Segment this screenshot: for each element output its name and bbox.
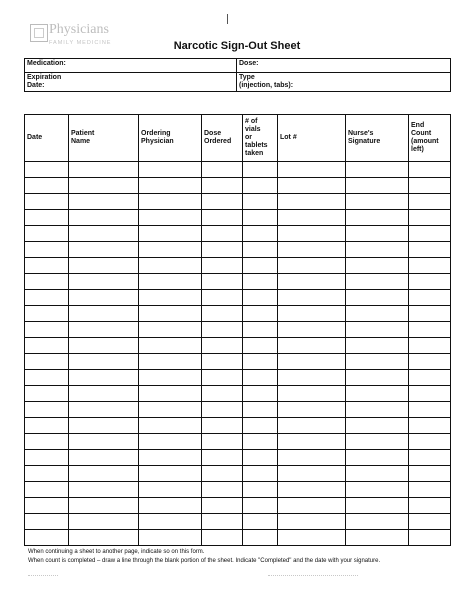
entry-cell[interactable] <box>278 178 346 194</box>
entry-cell[interactable] <box>243 530 278 546</box>
entry-cell[interactable] <box>278 370 346 386</box>
table-row <box>25 162 451 178</box>
column-header-line: (amount <box>411 138 439 145</box>
table-row <box>25 178 451 194</box>
entry-cell[interactable] <box>202 514 243 530</box>
table-row <box>25 290 451 306</box>
entry-cell[interactable] <box>243 354 278 370</box>
entry-cell[interactable] <box>25 402 69 418</box>
faint-footer-text-left <box>28 575 58 579</box>
entry-cell[interactable] <box>346 402 409 418</box>
entry-cell[interactable] <box>202 450 243 466</box>
entry-cell[interactable] <box>202 322 243 338</box>
column-header <box>202 115 243 162</box>
entry-cell[interactable] <box>202 226 243 242</box>
entry-cell[interactable] <box>25 178 69 194</box>
entry-cell[interactable] <box>346 530 409 546</box>
entry-cell[interactable] <box>202 482 243 498</box>
entry-cell[interactable] <box>25 290 69 306</box>
dose-field[interactable] <box>237 59 451 73</box>
entry-cell[interactable] <box>69 274 139 290</box>
entry-cell[interactable] <box>69 290 139 306</box>
entry-cell[interactable] <box>278 434 346 450</box>
entry-cell[interactable] <box>346 274 409 290</box>
entry-cell[interactable] <box>69 386 139 402</box>
entry-cell[interactable] <box>278 242 346 258</box>
entry-cell[interactable] <box>278 338 346 354</box>
entry-cell[interactable] <box>69 418 139 434</box>
entry-cell[interactable] <box>139 434 202 450</box>
entry-cell[interactable] <box>25 418 69 434</box>
column-header-line: Count <box>411 130 432 137</box>
entry-cell[interactable] <box>243 178 278 194</box>
table-row <box>25 434 451 450</box>
faint-footer-text-right <box>268 575 358 579</box>
table-row <box>25 242 451 258</box>
entry-cell[interactable] <box>139 210 202 226</box>
entry-cell[interactable] <box>139 274 202 290</box>
entry-cell[interactable] <box>202 466 243 482</box>
entry-cell[interactable] <box>69 194 139 210</box>
page-title: Narcotic Sign-Out Sheet <box>173 40 301 52</box>
entry-cell[interactable] <box>409 226 451 242</box>
entry-cell[interactable] <box>346 178 409 194</box>
entry-cell[interactable] <box>243 434 278 450</box>
logo-tagline: FAMILY MEDICINE <box>49 40 112 46</box>
entry-cell[interactable] <box>202 370 243 386</box>
table-row <box>25 386 451 402</box>
column-header-line: Nurse's <box>348 130 374 137</box>
entry-cell[interactable] <box>243 450 278 466</box>
entry-cell[interactable] <box>25 482 69 498</box>
entry-cell[interactable] <box>139 178 202 194</box>
entry-cell[interactable] <box>202 178 243 194</box>
entry-cell[interactable] <box>278 322 346 338</box>
entry-cell[interactable] <box>139 162 202 178</box>
entry-cell[interactable] <box>346 194 409 210</box>
column-header <box>139 115 202 162</box>
entry-cell[interactable] <box>278 482 346 498</box>
column-header <box>346 115 409 162</box>
entry-cell[interactable] <box>409 402 451 418</box>
entry-cell[interactable] <box>278 498 346 514</box>
entry-cell[interactable] <box>69 338 139 354</box>
table-row <box>25 194 451 210</box>
entry-cell[interactable] <box>409 370 451 386</box>
footer-completion-note: When count is completed – draw a line through the blank portion of the sheet. Indicate "Completed" and the date with your signature. <box>28 558 381 564</box>
entry-cell[interactable] <box>278 306 346 322</box>
entry-cell[interactable] <box>346 290 409 306</box>
entry-cell[interactable] <box>346 450 409 466</box>
entry-cell[interactable] <box>202 306 243 322</box>
entry-cell[interactable] <box>25 322 69 338</box>
medication-info-table <box>24 58 451 92</box>
expiration-date-label: Date: <box>27 82 45 89</box>
entry-cell[interactable] <box>346 498 409 514</box>
entry-cell[interactable] <box>69 178 139 194</box>
entry-cell[interactable] <box>243 370 278 386</box>
entry-cell[interactable] <box>25 210 69 226</box>
entry-cell[interactable] <box>25 258 69 274</box>
entry-cell[interactable] <box>139 370 202 386</box>
column-header-line: taken <box>245 150 264 157</box>
entry-cell[interactable] <box>202 162 243 178</box>
entry-cell[interactable] <box>69 450 139 466</box>
entry-cell[interactable] <box>25 386 69 402</box>
table-row <box>25 338 451 354</box>
entry-cell[interactable] <box>409 178 451 194</box>
entry-cell[interactable] <box>346 306 409 322</box>
entry-cell[interactable] <box>346 354 409 370</box>
entry-cell[interactable] <box>202 530 243 546</box>
entry-cell[interactable] <box>25 226 69 242</box>
entry-cell[interactable] <box>346 434 409 450</box>
dose-label: Dose: <box>239 60 259 67</box>
entry-cell[interactable] <box>409 354 451 370</box>
expiration-label: Expiration <box>27 74 62 81</box>
entry-cell[interactable] <box>346 338 409 354</box>
entry-cell[interactable] <box>69 162 139 178</box>
entry-cell[interactable] <box>278 402 346 418</box>
entry-cell[interactable] <box>139 242 202 258</box>
entry-cell[interactable] <box>346 418 409 434</box>
entry-cell[interactable] <box>409 258 451 274</box>
entry-cell[interactable] <box>25 338 69 354</box>
entry-cell[interactable] <box>346 386 409 402</box>
entry-cell[interactable] <box>409 242 451 258</box>
entry-cell[interactable] <box>243 306 278 322</box>
column-header-line: Name <box>71 138 91 145</box>
entry-cell[interactable] <box>409 418 451 434</box>
entry-cell[interactable] <box>139 354 202 370</box>
entry-cell[interactable] <box>202 434 243 450</box>
entry-cell[interactable] <box>69 498 139 514</box>
entry-cell[interactable] <box>139 466 202 482</box>
entry-cell[interactable] <box>243 290 278 306</box>
entry-cell[interactable] <box>25 306 69 322</box>
column-header-line: # of <box>245 118 258 125</box>
entry-cell[interactable] <box>278 514 346 530</box>
entry-cell[interactable] <box>278 386 346 402</box>
entry-cell[interactable] <box>409 530 451 546</box>
entry-cell[interactable] <box>25 498 69 514</box>
logo-wordmark: Physicians <box>49 22 109 37</box>
entry-cell[interactable] <box>346 258 409 274</box>
entry-cell[interactable] <box>409 194 451 210</box>
column-header-line: Lot # <box>280 134 297 141</box>
column-header-line: Physician <box>141 138 174 145</box>
column-header <box>69 115 139 162</box>
entry-cell[interactable] <box>409 306 451 322</box>
table-row <box>25 306 451 322</box>
entry-cell[interactable] <box>243 418 278 434</box>
entry-cell[interactable] <box>139 226 202 242</box>
log-header-row <box>25 115 451 162</box>
scan-mark <box>227 14 228 24</box>
entry-cell[interactable] <box>243 402 278 418</box>
entry-cell[interactable] <box>409 338 451 354</box>
column-header-line: vials <box>245 126 261 133</box>
entry-cell[interactable] <box>409 274 451 290</box>
sign-out-log-table <box>24 114 451 546</box>
entry-cell[interactable] <box>69 354 139 370</box>
entry-cell[interactable] <box>243 162 278 178</box>
entry-cell[interactable] <box>243 466 278 482</box>
expiration-date-field[interactable] <box>25 73 237 92</box>
entry-cell[interactable] <box>243 194 278 210</box>
entry-cell[interactable] <box>278 162 346 178</box>
entry-cell[interactable] <box>346 370 409 386</box>
entry-cell[interactable] <box>409 322 451 338</box>
entry-cell[interactable] <box>409 450 451 466</box>
entry-cell[interactable] <box>202 242 243 258</box>
table-row <box>25 274 451 290</box>
entry-cell[interactable] <box>278 274 346 290</box>
entry-cell[interactable] <box>139 194 202 210</box>
log-rows <box>25 162 451 546</box>
entry-cell[interactable] <box>25 514 69 530</box>
entry-cell[interactable] <box>346 514 409 530</box>
entry-cell[interactable] <box>278 450 346 466</box>
entry-cell[interactable] <box>243 210 278 226</box>
column-header-line: left) <box>411 146 424 153</box>
entry-cell[interactable] <box>69 242 139 258</box>
entry-cell[interactable] <box>346 210 409 226</box>
entry-cell[interactable] <box>243 226 278 242</box>
entry-cell[interactable] <box>346 482 409 498</box>
table-row <box>25 258 451 274</box>
entry-cell[interactable] <box>25 466 69 482</box>
entry-cell[interactable] <box>278 466 346 482</box>
entry-cell[interactable] <box>202 210 243 226</box>
column-header-line: Ordered <box>204 138 232 145</box>
entry-cell[interactable] <box>139 402 202 418</box>
entry-cell[interactable] <box>69 322 139 338</box>
table-row <box>25 418 451 434</box>
type-hint-label: (injection, tabs): <box>239 82 294 89</box>
table-row <box>25 482 451 498</box>
type-field[interactable] <box>237 73 451 92</box>
entry-cell[interactable] <box>202 386 243 402</box>
entry-cell[interactable] <box>243 514 278 530</box>
entry-cell[interactable] <box>346 226 409 242</box>
table-row <box>25 530 451 546</box>
entry-cell[interactable] <box>202 338 243 354</box>
entry-cell[interactable] <box>139 498 202 514</box>
table-row <box>25 514 451 530</box>
entry-cell[interactable] <box>409 210 451 226</box>
column-header-line: Date <box>27 134 43 141</box>
entry-cell[interactable] <box>69 402 139 418</box>
entry-cell[interactable] <box>139 290 202 306</box>
column-header-line: Patient <box>71 130 95 137</box>
entry-cell[interactable] <box>69 434 139 450</box>
entry-cell[interactable] <box>243 242 278 258</box>
entry-cell[interactable] <box>243 482 278 498</box>
column-header-line: Dose <box>204 130 222 137</box>
entry-cell[interactable] <box>278 530 346 546</box>
entry-cell[interactable] <box>202 290 243 306</box>
entry-cell[interactable] <box>243 258 278 274</box>
entry-cell[interactable] <box>346 162 409 178</box>
footer-continuation-note: When continuing a sheet to another page, indicate so on this form. <box>28 549 205 555</box>
column-header <box>278 115 346 162</box>
table-row <box>25 226 451 242</box>
entry-cell[interactable] <box>202 258 243 274</box>
entry-cell[interactable] <box>278 226 346 242</box>
entry-cell[interactable] <box>202 194 243 210</box>
entry-cell[interactable] <box>139 322 202 338</box>
entry-cell[interactable] <box>202 498 243 514</box>
entry-cell[interactable] <box>25 370 69 386</box>
table-row <box>25 354 451 370</box>
entry-cell[interactable] <box>346 322 409 338</box>
entry-cell[interactable] <box>278 194 346 210</box>
entry-cell[interactable] <box>69 210 139 226</box>
entry-cell[interactable] <box>202 402 243 418</box>
entry-cell[interactable] <box>409 514 451 530</box>
medication-label: Medication: <box>27 60 66 67</box>
column-header-line: Ordering <box>141 130 171 137</box>
entry-cell[interactable] <box>278 418 346 434</box>
entry-cell[interactable] <box>409 386 451 402</box>
entry-cell[interactable] <box>25 354 69 370</box>
column-header-line: Signature <box>348 138 381 145</box>
entry-cell[interactable] <box>139 386 202 402</box>
entry-cell[interactable] <box>139 306 202 322</box>
entry-cell[interactable] <box>202 274 243 290</box>
column-header-line: tablets <box>245 142 268 149</box>
entry-cell[interactable] <box>346 242 409 258</box>
entry-cell[interactable] <box>409 466 451 482</box>
medication-field[interactable] <box>25 59 237 73</box>
column-header <box>25 115 69 162</box>
entry-cell[interactable] <box>69 466 139 482</box>
entry-cell[interactable] <box>202 354 243 370</box>
entry-cell[interactable] <box>139 418 202 434</box>
entry-cell[interactable] <box>243 386 278 402</box>
entry-cell[interactable] <box>69 306 139 322</box>
entry-cell[interactable] <box>69 514 139 530</box>
entry-cell[interactable] <box>243 322 278 338</box>
entry-cell[interactable] <box>409 290 451 306</box>
entry-cell[interactable] <box>346 466 409 482</box>
entry-cell[interactable] <box>243 498 278 514</box>
entry-cell[interactable] <box>409 498 451 514</box>
entry-cell[interactable] <box>25 242 69 258</box>
entry-cell[interactable] <box>139 450 202 466</box>
entry-cell[interactable] <box>278 210 346 226</box>
column-header <box>243 115 278 162</box>
table-row <box>25 210 451 226</box>
column-header-line: End <box>411 122 425 129</box>
entry-cell[interactable] <box>278 290 346 306</box>
entry-cell[interactable] <box>139 482 202 498</box>
entry-cell[interactable] <box>25 194 69 210</box>
entry-cell[interactable] <box>25 530 69 546</box>
table-row <box>25 466 451 482</box>
entry-cell[interactable] <box>202 418 243 434</box>
table-row <box>25 322 451 338</box>
entry-cell[interactable] <box>409 162 451 178</box>
entry-cell[interactable] <box>25 274 69 290</box>
table-row <box>25 498 451 514</box>
entry-cell[interactable] <box>278 354 346 370</box>
column-header <box>409 115 451 162</box>
column-header-line: or <box>245 134 252 141</box>
entry-cell[interactable] <box>25 450 69 466</box>
entry-cell[interactable] <box>25 162 69 178</box>
entry-cell[interactable] <box>69 258 139 274</box>
type-label: Type <box>239 74 255 81</box>
table-row <box>25 450 451 466</box>
entry-cell[interactable] <box>139 514 202 530</box>
entry-cell[interactable] <box>139 258 202 274</box>
entry-cell[interactable] <box>243 338 278 354</box>
entry-cell[interactable] <box>25 434 69 450</box>
table-row <box>25 402 451 418</box>
entry-cell[interactable] <box>69 370 139 386</box>
entry-cell[interactable] <box>69 482 139 498</box>
entry-cell[interactable] <box>409 434 451 450</box>
entry-cell[interactable] <box>409 482 451 498</box>
entry-cell[interactable] <box>278 258 346 274</box>
entry-cell[interactable] <box>69 530 139 546</box>
entry-cell[interactable] <box>139 530 202 546</box>
table-row <box>25 370 451 386</box>
entry-cell[interactable] <box>139 338 202 354</box>
entry-cell[interactable] <box>243 274 278 290</box>
entry-cell[interactable] <box>69 226 139 242</box>
